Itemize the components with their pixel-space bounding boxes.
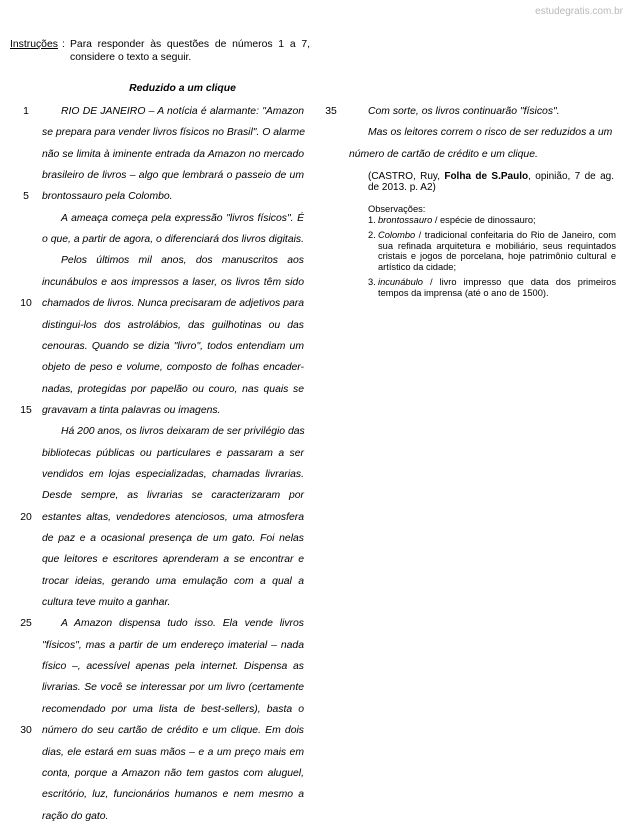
text-line: A Amazon dispensa tudo isso. Ela vende livros: [61, 618, 304, 629]
text-line: vendidos em lojas especializadas, chamadas livrarias.: [42, 469, 304, 480]
text-line: bibliotecas públicas ou particulares e passaram a ser: [42, 448, 304, 459]
text-line: gravavam a tinta palavras ou imagens.: [42, 405, 221, 416]
observation-definition: / tradicional confeitaria do Rio de Janeiro, com sua refinada arquitetura e mobiliário, seus requintados cristais e jogos de porcelana, hoje patrimônio cultural e artístico da cidade;: [378, 230, 616, 272]
line-number: 10: [20, 298, 32, 309]
citation-source: Folha de S.Paulo: [444, 171, 529, 182]
line-number: 5: [23, 191, 29, 202]
observation-item: [368, 230, 616, 272]
citation-post: , opinião, 7 de ag. de 2013. p. A2): [368, 171, 614, 193]
observations-list: [368, 215, 616, 299]
line-number: 25: [20, 618, 32, 629]
text-line: ração do gato.: [42, 811, 109, 822]
text-line: cenouras. Quando se dizia "livro", todos entendiam um: [42, 341, 304, 352]
text-line: livrarias. Se você se interessar por um livro (certamente: [42, 682, 304, 693]
instructions: [10, 38, 310, 64]
text-line: chamados de livros. Nunca precisaram de adjetivos para: [42, 298, 304, 309]
text-line: Mas os leitores correm o risco de ser reduzidos a um: [368, 127, 613, 138]
text-line: Desde sempre, as livrarias se caracterizaram por: [42, 490, 304, 501]
text-line: físico –, acessível apenas pela internet. Dispensa as: [42, 661, 304, 672]
observations: [368, 204, 616, 303]
observation-number: 1.: [368, 214, 376, 225]
observation-number: 3.: [368, 277, 376, 287]
text-line: A ameaça começa pela expressão "livros físicos". É: [61, 213, 304, 224]
text-line: de paz e a ocasional presença de um gato. Foi nelas: [42, 533, 304, 544]
observations-heading: Observações:: [368, 204, 426, 214]
watermark: estudegratis.com.br: [535, 6, 623, 17]
instructions-colon: :: [62, 39, 65, 50]
observation-number: 2.: [368, 230, 376, 240]
observation-term: Colombo: [378, 230, 416, 240]
line-number: 20: [20, 512, 32, 523]
text-line: RIO DE JANEIRO – A notícia é alarmante: "Amazon: [61, 106, 304, 117]
text-line: brasileiro de livros – algo que lembrará o passeio de um: [42, 170, 304, 181]
text-title: Reduzido a um clique: [129, 83, 236, 94]
instructions-label: Instruções: [10, 39, 58, 50]
observation-definition: / livro impresso que data dos primeiros tempos da imprensa (até o ano de 1500).: [378, 277, 616, 298]
instructions-text: Para responder às questões de números 1 a 7, considere o texto a seguir.: [70, 39, 310, 63]
citation: [368, 171, 614, 193]
text-line: Com sorte, os livros continuarão "físicos".: [368, 106, 560, 117]
text-line: número do seu cartão de crédito e um clique. Em dois: [42, 725, 304, 736]
text-line: o que, a partir de agora, o diferenciará dos livros digitais.: [42, 234, 304, 245]
text-line: Há 200 anos, os livros deixaram de ser privilégio das: [61, 426, 305, 437]
line-number: 15: [20, 405, 32, 416]
text-line: incunábulos e aos impressos a laser, os livros têm sido: [42, 277, 304, 288]
text-line: trocar ideias, gerando uma emulação com a qual a: [42, 576, 304, 587]
line-number: 35: [325, 106, 337, 117]
text-line: estantes altas, vendedores atenciosos, uma atmosfera: [42, 512, 304, 523]
observation-definition: / espécie de dinossauro;: [432, 214, 536, 225]
citation-pre: (CASTRO, Ruy,: [368, 171, 445, 182]
text-line: dias, ele estará em suas mãos – e a um preço mais em: [42, 747, 304, 758]
text-line: objeto de peso e volume, composto de folhas encader-: [42, 362, 304, 373]
observation-item: [368, 215, 616, 226]
text-line: se prepara para vender livros físicos no Brasil". O alarme: [42, 127, 305, 138]
text-line: Pelos últimos mil anos, dos manuscritos aos: [61, 255, 304, 266]
text-line: brontossauro pela Colombo.: [42, 191, 173, 202]
text-line: que leitores e escritores aprenderam a se encontrar e: [42, 554, 304, 565]
line-number: 1: [23, 106, 29, 117]
observation-term: brontossauro: [378, 214, 433, 225]
line-number: 30: [20, 725, 32, 736]
text-line: nadas, protegidas por papelão ou couro, nas quais se: [42, 384, 304, 395]
text-line: número de cartão de crédito e um clique.: [349, 149, 538, 160]
text-line: cultura teve muito a ganhar.: [42, 597, 171, 608]
text-line: não se limita à iminente entrada da Amazon no mercado: [42, 149, 304, 160]
text-line: "físicos", mas a partir de um endereço imaterial – nada: [42, 640, 304, 651]
text-line: conta, porque a Amazon não tem gastos com aluguel,: [42, 768, 304, 779]
text-line: escritório, luz, funcionários humanos e nem mesmo a: [42, 789, 304, 800]
observation-item: [368, 277, 616, 298]
observation-term: incunábulo: [378, 277, 423, 287]
text-line: recomendado por uma lista de best-sellers), basta o: [42, 704, 304, 715]
text-line: distingui-los dos astrolábios, das guilhotinas ou das: [42, 320, 304, 331]
